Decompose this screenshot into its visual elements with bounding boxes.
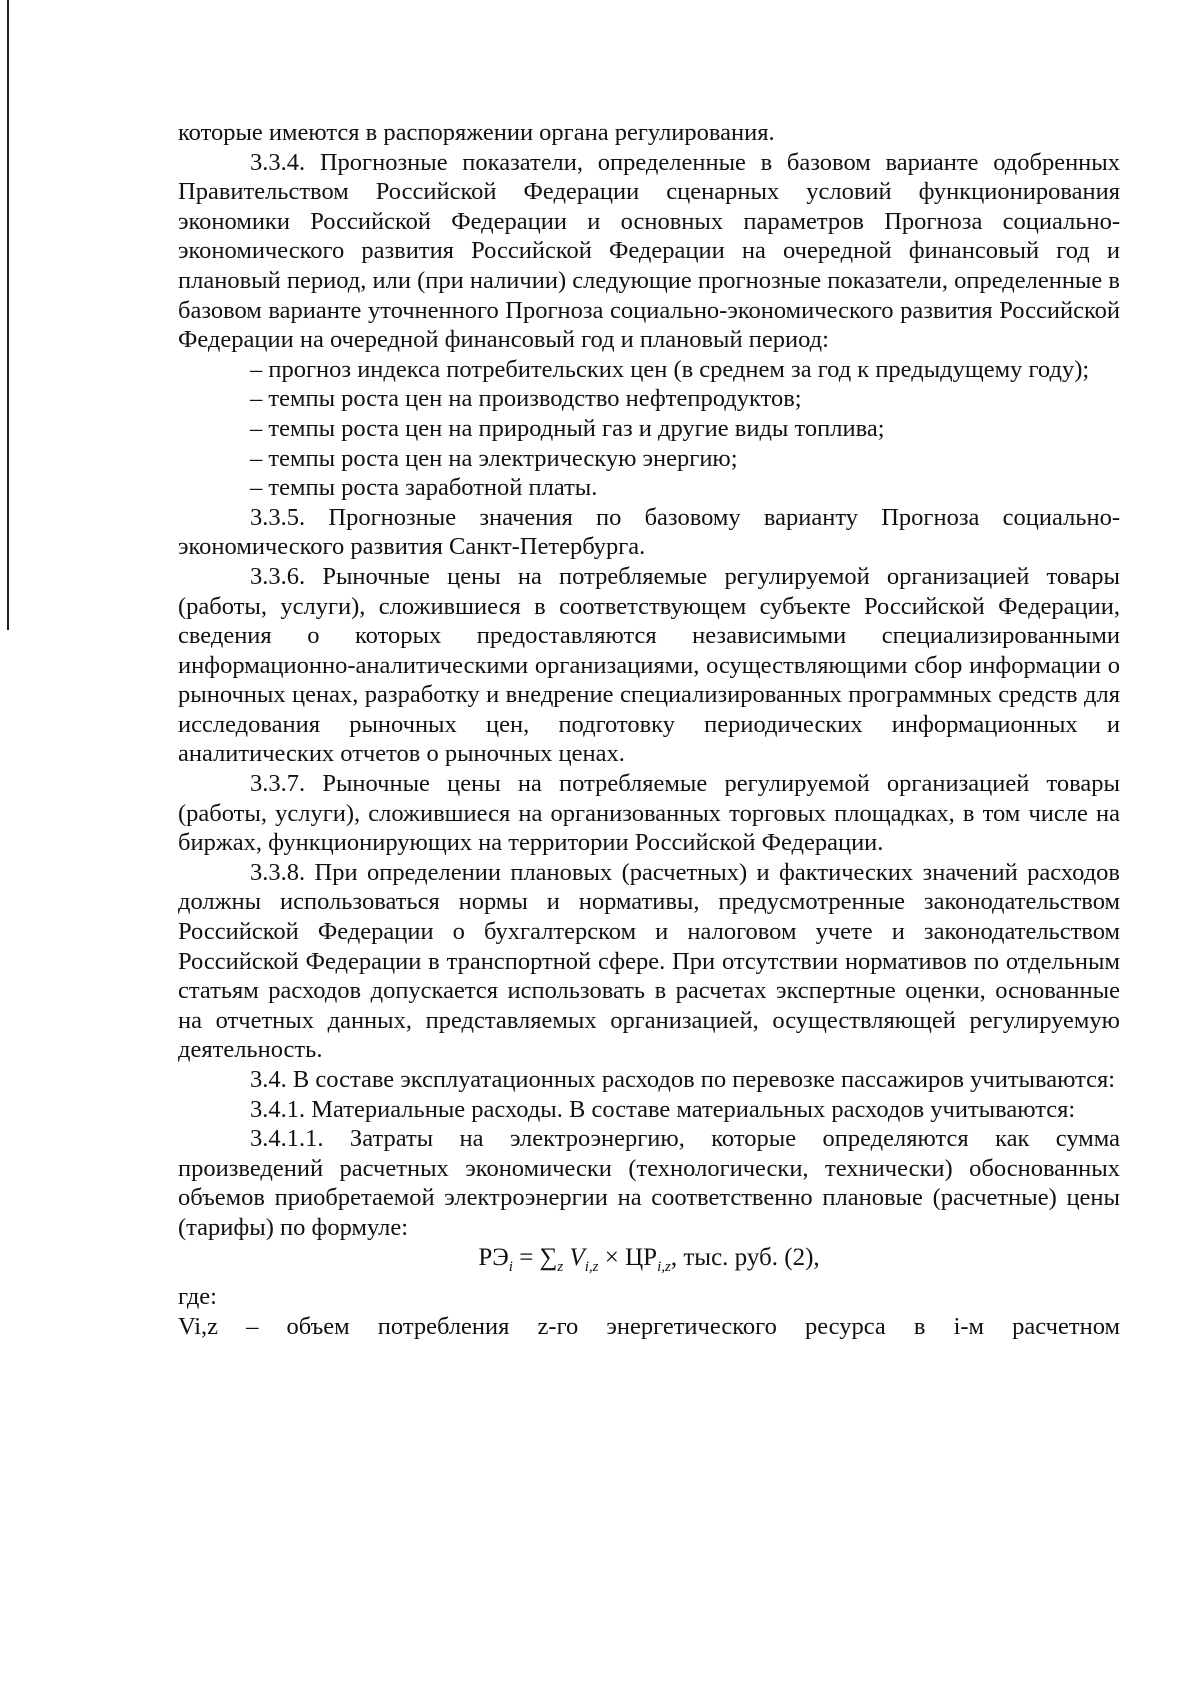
paragraph-3-3-6: 3.3.6. Рыночные цены на потребляемые регулируемой организацией товары (работы, услуги), сложившиеся в соответствующем субъекте Российской Федерации, сведения о которых предоставляются независимыми специализированными информационно-аналитическими организациями, осуществляющими сбор информации о рыночных ценах, разработку и внедрение специализированных программных средств для исследования рыночных цен, подготовку периодических информационных и аналитических отчетов о рыночных ценах. bbox=[178, 562, 1120, 768]
list-item: – прогноз индекса потребительских цен (в среднем за год к предыдущему году); bbox=[250, 355, 1090, 383]
formula-2: $РЭ_i = \sum_z$ $V_{i,z} \times ЦР_{i,z}$, тыс. руб. (2), bbox=[478, 1243, 820, 1275]
formula-sum: ∑ bbox=[539, 1243, 558, 1271]
paragraph-3-3-7: 3.3.7. Рыночные цены на потребляемые регулируемой организацией товары (работы, услуги), сложившиеся на организованных торговых площадках, в том числе на биржах, функционирующих на территории Российской Федерации. bbox=[178, 770, 1120, 857]
scan-edge-line bbox=[7, 0, 9, 630]
list-item: – темпы роста цен на производство нефтепродуктов; bbox=[250, 385, 802, 413]
formula-sum-sub: z bbox=[557, 1258, 564, 1275]
where-label: где: bbox=[178, 1283, 217, 1311]
formula-price: ЦР bbox=[625, 1243, 658, 1271]
list-item: – темпы роста цен на электрическую энергию; bbox=[250, 444, 738, 472]
list-item: – темпы роста цен на природный газ и другие виды топлива; bbox=[250, 414, 885, 442]
paragraph-intro: которые имеются в распоряжении органа регулирования. bbox=[178, 119, 775, 146]
paragraph-3-3-5: 3.3.5. Прогнозные значения по базовому варианту Прогноза социально-экономического развития Санкт-Петербурга. bbox=[178, 503, 1120, 561]
document-page bbox=[178, 118, 1120, 1341]
formula-lhs-sub: i bbox=[508, 1258, 513, 1275]
formula-tail: , тыс. руб. (2), bbox=[670, 1243, 820, 1271]
paragraph-3-4-1: 3.4.1. Материальные расходы. В составе материальных расходов учитываются: bbox=[250, 1095, 1076, 1123]
paragraph-3-3-4: 3.3.4. Прогнозные показатели, определенные в базовом варианте одобренных Правительством Российской Федерации сценарных условий функционирования экономики Российской Федерации и основных параметров Прогноза социально-экономического развития Российской Федерации на очередной финансовый год и плановый период, или (при наличии) следующие прогнозные показатели, определенные в базовом варианте уточненного Прогноза социально-экономического развития Российской Федерации на очередной финансовый год и плановый период: bbox=[178, 148, 1120, 354]
paragraph-3-3-8: 3.3.8. При определении плановых (расчетных) и фактических значений расходов должны использоваться нормы и нормативы, предусмотренные законодательством Российской Федерации о бухгалтерском и налоговом учете и законодательством Российской Федерации в транспортной сфере. При отсутствии нормативов по отдельным статьям расходов допускается использовать в расчетах экспертные оценки, основанные на отчетных данных, представляемых организацией, осуществляющей регулируемую деятельность. bbox=[178, 858, 1120, 1064]
paragraph-volume-definition: Vi,z – объем потребления z-го энергетического ресурса в i-м расчетном bbox=[178, 1312, 1120, 1340]
formula-price-sub: i,z bbox=[657, 1258, 671, 1275]
paragraph-3-4: 3.4. В составе эксплуатационных расходов по перевозке пассажиров учитываются: bbox=[250, 1066, 1116, 1093]
list-item: – темпы роста заработной платы. bbox=[250, 474, 598, 502]
formula-times: × bbox=[604, 1243, 619, 1271]
paragraph-3-4-1-1: 3.4.1.1. Затраты на электроэнергию, которые определяются как сумма произведений расчетных экономически (технологически, технически) обоснованных объемов приобретаемой электроэнергии на соответственно плановые (расчетные) цены (тарифы) по формуле: bbox=[178, 1125, 1120, 1241]
formula-volume-sub: i,z bbox=[584, 1258, 599, 1275]
formula-lhs: РЭ bbox=[478, 1243, 509, 1271]
formula-volume: V bbox=[569, 1243, 585, 1271]
